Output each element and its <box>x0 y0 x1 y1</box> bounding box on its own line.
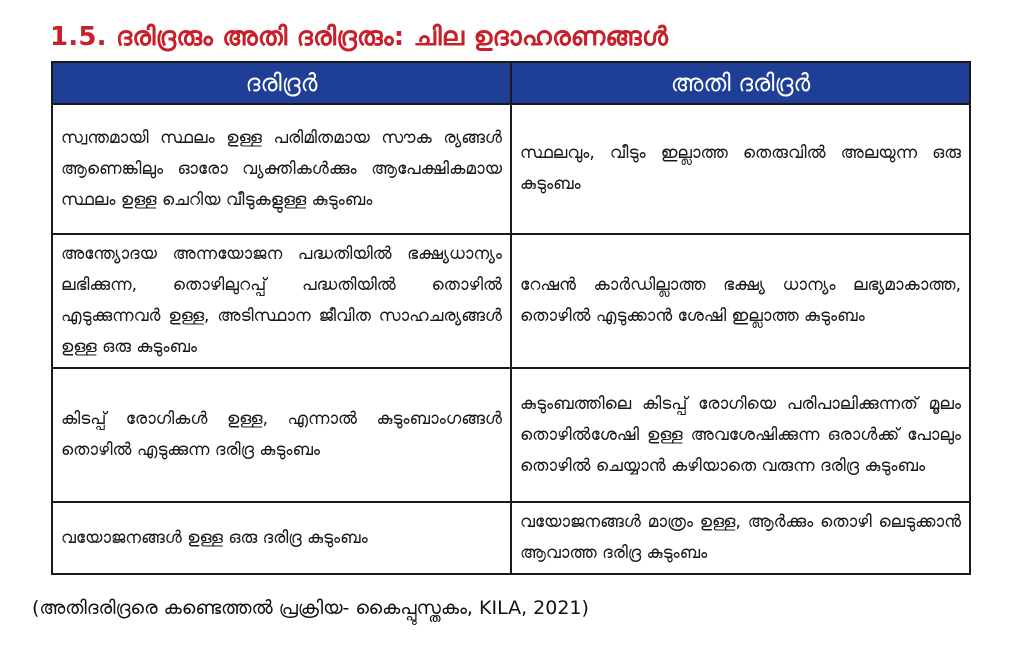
table-cell-poor: വയോജനങ്ങൾ ഉള്ള ഒരു ദരിദ്ര കുടുംബം <box>52 502 511 574</box>
comparison-table <box>51 61 971 575</box>
column-header-poor: ദരിദ്രർ <box>52 62 511 104</box>
source-caption: (അതിദരിദ്രരെ കണ്ടെത്തൽ പ്രക്രിയ- കൈപ്പുസ്തകം, KILA, 2021) <box>32 597 589 619</box>
table-row <box>52 104 970 234</box>
table-cell-extreme-poor: കുടുംബത്തിലെ കിടപ്പ് രോഗിയെ പരിപാലിക്കുന്നത് മൂലം തൊഴിൽശേഷി ഉള്ള അവശേഷിക്കുന്ന ഒരാൾക്ക് പോലും തൊഴിൽ ചെയ്യാൻ കഴിയാതെ വരുന്ന ദരിദ്ര കുടുംബം <box>511 368 970 502</box>
table-row <box>52 234 970 368</box>
table-cell-extreme-poor: വയോജനങ്ങൾ മാത്രം ഉള്ള, ആർക്കും തൊഴി ലെടുക്കാൻ ആവാത്ത ദരിദ്ര കുടുംബം <box>511 502 970 574</box>
table-cell-extreme-poor: സ്ഥലവും, വീടും ഇല്ലാത്ത തെരുവിൽ അലയുന്ന ഒരു കുടുംബം <box>511 104 970 234</box>
table-header-row <box>52 62 970 104</box>
table-cell-poor: അന്ത്യോദയ അന്നയോജന പദ്ധതിയിൽ ഭക്ഷ്യധാന്യം ലഭിക്കുന്ന, തൊഴിലുറപ്പ് പദ്ധതിയിൽ തൊഴിൽ എടുക്കുന്നവർ ഉള്ള, അടിസ്ഥാന ജീവിത സാഹചര്യങ്ങൾ ഉള്ള ഒരു കുടുംബം <box>52 234 511 368</box>
table-cell-poor: സ്വന്തമായി സ്ഥലം ഉള്ള പരിമിതമായ സൗക ര്യങ്ങൾ ആണെങ്കിലും ഓരോ വ്യക്തികൾക്കും ആപേക്ഷികമായ സ്ഥലം ഉള്ള ചെറിയ വീടുകളുള്ള കുടുംബം <box>52 104 511 234</box>
page-title: 1.5. ദരിദ്രരും അതി ദരിദ്രരും: ചില ഉദാഹരണങ്ങൾ <box>50 22 669 52</box>
table-row <box>52 368 970 502</box>
table-cell-extreme-poor: റേഷൻ കാർഡില്ലാത്ത ഭക്ഷ്യ ധാന്യം ലഭ്യമാകാത്ത, തൊഴിൽ എടുക്കാൻ ശേഷി ഇല്ലാത്ത കുടുംബം <box>511 234 970 368</box>
table-cell-poor: കിടപ്പ് രോഗികൾ ഉള്ള, എന്നാൽ കുടുംബാംഗങ്ങൾ തൊഴിൽ എടുക്കുന്ന ദരിദ്ര കുടുംബം <box>52 368 511 502</box>
table-row <box>52 502 970 574</box>
column-header-extreme-poor: അതി ദരിദ്രർ <box>511 62 970 104</box>
